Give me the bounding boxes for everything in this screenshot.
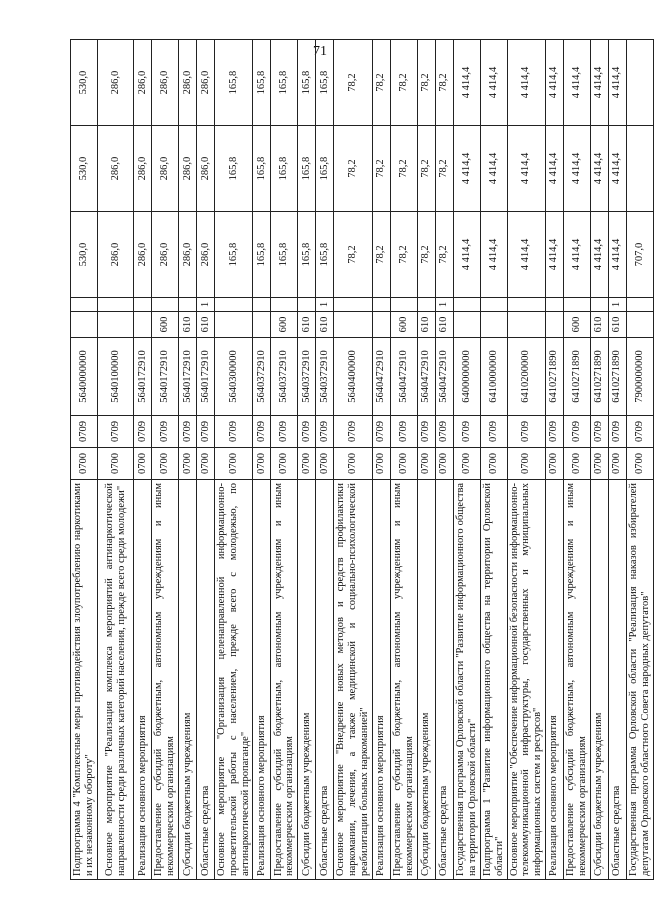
subsection-code: 0709 bbox=[197, 416, 215, 448]
row-name: Государственная программа Орловской области "Реализация наказов избирателей депутатам Орловского областного Совета народных депутатов" bbox=[626, 480, 653, 880]
row-name: Государственная программа Орловской области "Развитие информационного общества на территории Орловской области" bbox=[453, 480, 480, 880]
expense-type-code: 610 bbox=[417, 312, 435, 338]
amount-year-3: 286,0 bbox=[98, 40, 134, 126]
amount-year-3: 165,8 bbox=[253, 40, 271, 126]
expense-type-code: 610 bbox=[608, 312, 626, 338]
target-article-code: 5640172910 bbox=[179, 338, 197, 416]
amount-year-3: 78,2 bbox=[435, 40, 453, 126]
table-row bbox=[134, 40, 152, 880]
amount-year-2: 78,2 bbox=[435, 126, 453, 212]
subsection-code: 0709 bbox=[626, 416, 653, 448]
amount-year-2: 78,2 bbox=[390, 126, 417, 212]
amount-year-2: 165,8 bbox=[298, 126, 316, 212]
amount-year-1: 78,2 bbox=[372, 212, 390, 298]
table-row bbox=[215, 40, 253, 880]
amount-year-3: 4 414,4 bbox=[480, 40, 507, 126]
amount-year-2: 165,8 bbox=[316, 126, 334, 212]
amount-year-1: 4 414,4 bbox=[453, 212, 480, 298]
expense-type-code: 610 bbox=[298, 312, 316, 338]
source-code bbox=[179, 298, 197, 312]
amount-year-2: 78,2 bbox=[334, 126, 372, 212]
source-code: 1 bbox=[197, 298, 215, 312]
amount-year-2: 4 414,4 bbox=[590, 126, 608, 212]
amount-year-3: 530,0 bbox=[71, 40, 98, 126]
amount-year-3: 286,0 bbox=[197, 40, 215, 126]
table-row bbox=[334, 40, 372, 880]
expense-type-code: 610 bbox=[316, 312, 334, 338]
subsection-code: 0709 bbox=[134, 416, 152, 448]
table-row bbox=[563, 40, 590, 880]
target-article-code: 5640472910 bbox=[435, 338, 453, 416]
section-code: 0700 bbox=[215, 448, 253, 480]
section-code: 0700 bbox=[435, 448, 453, 480]
amount-year-1: 4 414,4 bbox=[480, 212, 507, 298]
expense-type-code bbox=[626, 312, 653, 338]
amount-year-2: 4 414,4 bbox=[563, 126, 590, 212]
amount-year-1: 78,2 bbox=[435, 212, 453, 298]
target-article-code: 5640172910 bbox=[152, 338, 179, 416]
source-code bbox=[453, 298, 480, 312]
section-code: 0700 bbox=[480, 448, 507, 480]
table-row bbox=[316, 40, 334, 880]
target-article-code: 5640100000 bbox=[98, 338, 134, 416]
amount-year-2: 530,0 bbox=[71, 126, 98, 212]
table-row bbox=[253, 40, 271, 880]
subsection-code: 0709 bbox=[179, 416, 197, 448]
source-code bbox=[545, 298, 563, 312]
row-name: Подпрограмма 1 "Развитие информационного общества на территории Орловской области" bbox=[480, 480, 507, 880]
table-row bbox=[197, 40, 215, 880]
amount-year-1: 4 414,4 bbox=[545, 212, 563, 298]
target-article-code: 5640372910 bbox=[316, 338, 334, 416]
section-code: 0700 bbox=[545, 448, 563, 480]
source-code bbox=[626, 298, 653, 312]
section-code: 0700 bbox=[71, 448, 98, 480]
target-article-code: 5640372910 bbox=[253, 338, 271, 416]
expense-type-code bbox=[480, 312, 507, 338]
amount-year-2: 165,8 bbox=[215, 126, 253, 212]
source-code bbox=[590, 298, 608, 312]
amount-year-3: 78,2 bbox=[372, 40, 390, 126]
table-row bbox=[626, 40, 653, 880]
row-name: Подпрограмма 4 "Комплексные меры противодействия злоупотреблению наркотиками и их незаконному обороту" bbox=[71, 480, 98, 880]
target-article-code: 5640472910 bbox=[417, 338, 435, 416]
subsection-code: 0709 bbox=[545, 416, 563, 448]
table-row bbox=[480, 40, 507, 880]
amount-year-1: 165,8 bbox=[298, 212, 316, 298]
section-code: 0700 bbox=[608, 448, 626, 480]
subsection-code: 0709 bbox=[453, 416, 480, 448]
page-number: 71 bbox=[313, 44, 327, 59]
target-article-code: 6410271890 bbox=[590, 338, 608, 416]
amount-year-3: 286,0 bbox=[134, 40, 152, 126]
table-row bbox=[98, 40, 134, 880]
amount-year-3: 78,2 bbox=[417, 40, 435, 126]
row-name: Реализация основного мероприятия bbox=[372, 480, 390, 880]
expense-type-code bbox=[253, 312, 271, 338]
amount-year-3: 165,8 bbox=[298, 40, 316, 126]
subsection-code: 0709 bbox=[372, 416, 390, 448]
target-article-code: 5640000000 bbox=[71, 338, 98, 416]
expense-type-code: 600 bbox=[152, 312, 179, 338]
amount-year-1: 4 414,4 bbox=[507, 212, 545, 298]
amount-year-3: 4 414,4 bbox=[608, 40, 626, 126]
expense-type-code bbox=[372, 312, 390, 338]
amount-year-2: 4 414,4 bbox=[545, 126, 563, 212]
source-code bbox=[507, 298, 545, 312]
amount-year-3: 4 414,4 bbox=[453, 40, 480, 126]
target-article-code: 6410271890 bbox=[545, 338, 563, 416]
expense-type-code bbox=[507, 312, 545, 338]
expense-type-code: 600 bbox=[563, 312, 590, 338]
section-code: 0700 bbox=[590, 448, 608, 480]
expense-type-code bbox=[71, 312, 98, 338]
amount-year-3: 4 414,4 bbox=[545, 40, 563, 126]
subsection-code: 0709 bbox=[480, 416, 507, 448]
amount-year-1: 286,0 bbox=[152, 212, 179, 298]
subsection-code: 0709 bbox=[507, 416, 545, 448]
target-article-code: 5640372910 bbox=[298, 338, 316, 416]
table-row bbox=[372, 40, 390, 880]
amount-year-3: 4 414,4 bbox=[507, 40, 545, 126]
amount-year-2: 286,0 bbox=[179, 126, 197, 212]
row-name: Предоставление субсидий бюджетным, автономным учреждениям и иным некоммерческим организациям bbox=[152, 480, 179, 880]
amount-year-2: 4 414,4 bbox=[453, 126, 480, 212]
row-name: Реализация основного мероприятия bbox=[134, 480, 152, 880]
expense-type-code: 610 bbox=[179, 312, 197, 338]
amount-year-3: 286,0 bbox=[179, 40, 197, 126]
amount-year-1: 286,0 bbox=[134, 212, 152, 298]
section-code: 0700 bbox=[563, 448, 590, 480]
amount-year-3: 4 414,4 bbox=[563, 40, 590, 126]
expense-type-code bbox=[453, 312, 480, 338]
amount-year-1: 4 414,4 bbox=[590, 212, 608, 298]
target-article-code: 5640400000 bbox=[334, 338, 372, 416]
subsection-code: 0709 bbox=[563, 416, 590, 448]
budget-table bbox=[70, 39, 654, 880]
subsection-code: 0709 bbox=[152, 416, 179, 448]
source-code bbox=[71, 298, 98, 312]
amount-year-3: 78,2 bbox=[334, 40, 372, 126]
section-code: 0700 bbox=[134, 448, 152, 480]
section-code: 0700 bbox=[298, 448, 316, 480]
subsection-code: 0709 bbox=[334, 416, 372, 448]
expense-type-code: 610 bbox=[590, 312, 608, 338]
target-article-code: 6410271890 bbox=[563, 338, 590, 416]
section-code: 0700 bbox=[507, 448, 545, 480]
row-name: Областные средства bbox=[435, 480, 453, 880]
amount-year-3: 165,8 bbox=[215, 40, 253, 126]
subsection-code: 0709 bbox=[417, 416, 435, 448]
amount-year-2: 286,0 bbox=[134, 126, 152, 212]
source-code bbox=[334, 298, 372, 312]
row-name: Предоставление субсидий бюджетным, автономным учреждениям и иным некоммерческим организациям bbox=[390, 480, 417, 880]
section-code: 0700 bbox=[626, 448, 653, 480]
amount-year-1: 286,0 bbox=[197, 212, 215, 298]
target-article-code: 5640172910 bbox=[134, 338, 152, 416]
amount-year-2: 286,0 bbox=[197, 126, 215, 212]
table-row bbox=[435, 40, 453, 880]
source-code bbox=[271, 298, 298, 312]
source-code bbox=[253, 298, 271, 312]
expense-type-code: 600 bbox=[390, 312, 417, 338]
subsection-code: 0709 bbox=[608, 416, 626, 448]
target-article-code: 5640300000 bbox=[215, 338, 253, 416]
rotated-budget-table bbox=[70, 40, 651, 880]
amount-year-2: 286,0 bbox=[152, 126, 179, 212]
amount-year-1: 707,0 bbox=[626, 212, 653, 298]
row-name: Областные средства bbox=[197, 480, 215, 880]
table-row bbox=[152, 40, 179, 880]
table-row bbox=[608, 40, 626, 880]
amount-year-2: 4 414,4 bbox=[608, 126, 626, 212]
subsection-code: 0709 bbox=[71, 416, 98, 448]
target-article-code: 5640172910 bbox=[197, 338, 215, 416]
row-name: Субсидии бюджетным учреждениям bbox=[417, 480, 435, 880]
row-name: Областные средства bbox=[608, 480, 626, 880]
amount-year-1: 530,0 bbox=[71, 212, 98, 298]
expense-type-code bbox=[98, 312, 134, 338]
section-code: 0700 bbox=[316, 448, 334, 480]
amount-year-3: 165,8 bbox=[271, 40, 298, 126]
source-code bbox=[417, 298, 435, 312]
source-code bbox=[98, 298, 134, 312]
amount-year-1: 78,2 bbox=[417, 212, 435, 298]
target-article-code: 5640372910 bbox=[271, 338, 298, 416]
row-name: Основное мероприятие "Обеспечение информационной безопасности информационно-телекоммуникационной инфраструктуры, государственных и муниципальных информационных систем и ресурсов" bbox=[507, 480, 545, 880]
section-code: 0700 bbox=[253, 448, 271, 480]
table-row bbox=[545, 40, 563, 880]
subsection-code: 0709 bbox=[390, 416, 417, 448]
amount-year-2: 4 414,4 bbox=[480, 126, 507, 212]
source-code bbox=[372, 298, 390, 312]
section-code: 0700 bbox=[197, 448, 215, 480]
row-name: Основное мероприятие "Организация целенаправленной информационно-просветительской работы с населением, прежде всего с молодежью, по антинаркотической пропаганде" bbox=[215, 480, 253, 880]
table-row bbox=[390, 40, 417, 880]
subsection-code: 0709 bbox=[590, 416, 608, 448]
target-article-code: 7900000000 bbox=[626, 338, 653, 416]
section-code: 0700 bbox=[390, 448, 417, 480]
expense-type-code: 610 bbox=[197, 312, 215, 338]
expense-type-code: 610 bbox=[435, 312, 453, 338]
source-code bbox=[215, 298, 253, 312]
subsection-code: 0709 bbox=[316, 416, 334, 448]
amount-year-1: 4 414,4 bbox=[608, 212, 626, 298]
amount-year-1: 165,8 bbox=[253, 212, 271, 298]
subsection-code: 0709 bbox=[298, 416, 316, 448]
amount-year-1: 78,2 bbox=[390, 212, 417, 298]
row-name: Реализация основного мероприятия bbox=[253, 480, 271, 880]
section-code: 0700 bbox=[453, 448, 480, 480]
table-row bbox=[298, 40, 316, 880]
expense-type-code bbox=[215, 312, 253, 338]
source-code: 1 bbox=[435, 298, 453, 312]
row-name: Предоставление субсидий бюджетным, автономным учреждениям и иным некоммерческим организациям bbox=[563, 480, 590, 880]
amount-year-2: 165,8 bbox=[253, 126, 271, 212]
amount-year-3: 165,8 bbox=[316, 40, 334, 126]
section-code: 0700 bbox=[334, 448, 372, 480]
amount-year-3: 4 414,4 bbox=[590, 40, 608, 126]
row-name: Реализация основного мероприятия bbox=[545, 480, 563, 880]
expense-type-code bbox=[545, 312, 563, 338]
row-name: Субсидии бюджетным учреждениям bbox=[298, 480, 316, 880]
table-row bbox=[271, 40, 298, 880]
section-code: 0700 bbox=[98, 448, 134, 480]
amount-year-1: 165,8 bbox=[316, 212, 334, 298]
table-row bbox=[417, 40, 435, 880]
amount-year-3: 78,2 bbox=[390, 40, 417, 126]
subsection-code: 0709 bbox=[253, 416, 271, 448]
amount-year-2: 4 414,4 bbox=[507, 126, 545, 212]
target-article-code: 6410271890 bbox=[608, 338, 626, 416]
source-code bbox=[152, 298, 179, 312]
source-code bbox=[563, 298, 590, 312]
expense-type-code bbox=[334, 312, 372, 338]
target-article-code: 6410200000 bbox=[507, 338, 545, 416]
amount-year-1: 165,8 bbox=[215, 212, 253, 298]
amount-year-1: 286,0 bbox=[179, 212, 197, 298]
expense-type-code bbox=[134, 312, 152, 338]
row-name: Основное мероприятие "Реализация комплекса мероприятий антинаркотической направленности среди различных категорий населения, прежде всего среди молодежи" bbox=[98, 480, 134, 880]
section-code: 0700 bbox=[271, 448, 298, 480]
target-article-code: 5640472910 bbox=[372, 338, 390, 416]
section-code: 0700 bbox=[152, 448, 179, 480]
target-article-code: 5640472910 bbox=[390, 338, 417, 416]
amount-year-1: 286,0 bbox=[98, 212, 134, 298]
source-code bbox=[298, 298, 316, 312]
amount-year-1: 4 414,4 bbox=[563, 212, 590, 298]
expense-type-code: 600 bbox=[271, 312, 298, 338]
source-code bbox=[134, 298, 152, 312]
amount-year-3: 286,0 bbox=[152, 40, 179, 126]
table-row bbox=[453, 40, 480, 880]
amount-year-1: 165,8 bbox=[271, 212, 298, 298]
row-name: Субсидии бюджетным учреждениям bbox=[590, 480, 608, 880]
table-row bbox=[71, 40, 98, 880]
row-name: Предоставление субсидий бюджетным, автономным учреждениям и иным некоммерческим организациям bbox=[271, 480, 298, 880]
section-code: 0700 bbox=[179, 448, 197, 480]
target-article-code: 6410000000 bbox=[480, 338, 507, 416]
amount-year-2: 286,0 bbox=[98, 126, 134, 212]
amount-year-2 bbox=[626, 126, 653, 212]
amount-year-1: 78,2 bbox=[334, 212, 372, 298]
row-name: Основное мероприятие "Внедрение новых методов и средств профилактики наркомании, лечения, а также медицинской и социально-психологической реабилитации больных наркоманией" bbox=[334, 480, 372, 880]
amount-year-3 bbox=[626, 40, 653, 126]
source-code: 1 bbox=[608, 298, 626, 312]
target-article-code: 6400000000 bbox=[453, 338, 480, 416]
section-code: 0700 bbox=[417, 448, 435, 480]
subsection-code: 0709 bbox=[98, 416, 134, 448]
source-code bbox=[480, 298, 507, 312]
row-name: Субсидии бюджетным учреждениям bbox=[179, 480, 197, 880]
source-code bbox=[390, 298, 417, 312]
table-row bbox=[507, 40, 545, 880]
table-row bbox=[590, 40, 608, 880]
subsection-code: 0709 bbox=[215, 416, 253, 448]
subsection-code: 0709 bbox=[271, 416, 298, 448]
amount-year-2: 78,2 bbox=[417, 126, 435, 212]
amount-year-2: 78,2 bbox=[372, 126, 390, 212]
amount-year-2: 165,8 bbox=[271, 126, 298, 212]
source-code: 1 bbox=[316, 298, 334, 312]
subsection-code: 0709 bbox=[435, 416, 453, 448]
section-code: 0700 bbox=[372, 448, 390, 480]
row-name: Областные средства bbox=[316, 480, 334, 880]
table-row bbox=[179, 40, 197, 880]
